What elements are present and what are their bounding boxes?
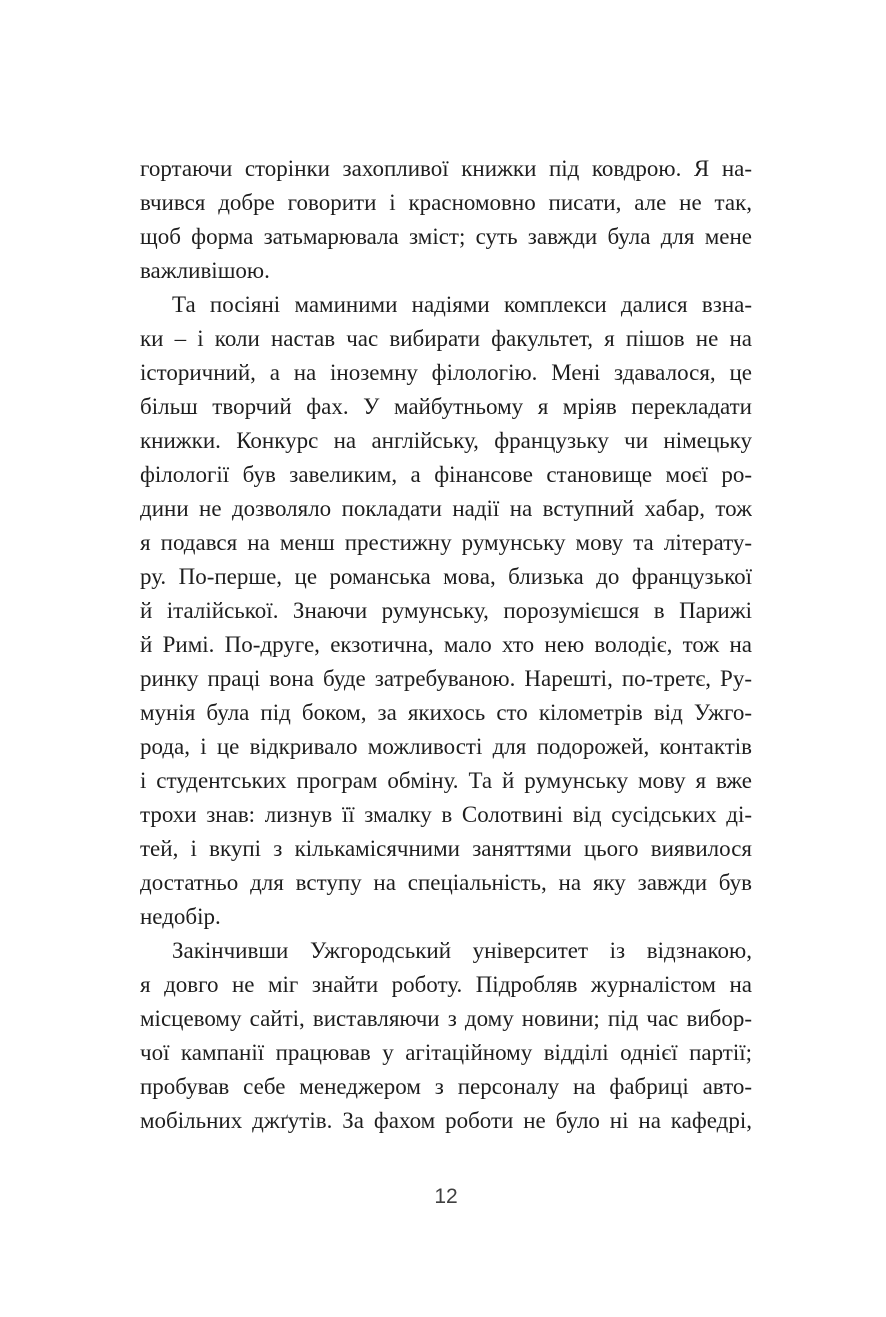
text-line: рода, і це відкривало можливості для подорожей, контактів — [140, 734, 752, 759]
page-text — [140, 152, 752, 1138]
text-line: трохи знав: лизнув її змалку в Солотвині від сусідських ді- — [140, 802, 752, 827]
text-line: важливішою. — [140, 258, 270, 283]
text-line: достатньо для вступу на спеціальність, на яку завжди був — [140, 870, 752, 895]
text-line: дини не дозволяло покладати надії на вступний хабар, тож — [140, 496, 752, 521]
text-line: Закінчивши Ужгородський університет із відзнакою, — [172, 938, 752, 963]
text-line: і студентських програм обміну. Та й румунську мову я вже — [140, 768, 752, 793]
text-line: філології був завеликим, а фінансове становище моєї ро- — [140, 462, 752, 487]
text-line: ру. По-перше, це романська мова, близька до французької — [140, 564, 752, 589]
text-line: мобільних джґутів. За фахом роботи не було ні на кафедрі, — [140, 1108, 752, 1133]
text-line: Та посіяні маминими надіями комплекси далися взна- — [172, 292, 752, 317]
text-line: я подався на менш престижну румунську мову та літерату- — [140, 530, 752, 555]
text-line: мунія була під боком, за якихось сто кілометрів від Ужго- — [140, 700, 752, 725]
page-number: 12 — [434, 1185, 458, 1208]
paragraph — [140, 152, 752, 288]
text-line: гортаючи сторінки захопливої книжки під ковдрою. Я на- — [140, 156, 752, 181]
paragraph — [140, 934, 752, 1138]
text-line: більш творчий фах. У майбутньому я мріяв перекладати — [140, 394, 752, 419]
text-line: я довго не міг знайти роботу. Підробляв журналістом на — [140, 972, 752, 997]
text-line: й італійської. Знаючи румунську, порозумієшся в Парижі — [140, 598, 752, 623]
text-line: щоб форма затьмарювала зміст; суть завжди була для мене — [140, 224, 752, 249]
text-line: й Римі. По-друге, екзотична, мало хто нею володіє, тож на — [140, 632, 752, 657]
text-line: недобір. — [140, 904, 221, 929]
text-line: пробував себе менеджером з персоналу на фабриці авто- — [140, 1074, 752, 1099]
text-line: місцевому сайті, виставляючи з дому новини; під час вибор- — [140, 1006, 752, 1031]
text-line: історичний, а на іноземну філологію. Мені здавалося, це — [140, 360, 752, 385]
text-line: вчився добре говорити і красномовно писати, але не так, — [140, 190, 752, 215]
text-line: чої кампанії працював у агітаційному відділі однієї партії; — [140, 1040, 752, 1065]
text-line: ки – і коли настав час вибирати факультет, я пішов не на — [140, 326, 752, 351]
paragraph — [140, 288, 752, 934]
text-line: ринку праці вона буде затребуваною. Нарешті, по-третє, Ру- — [140, 666, 752, 691]
text-line: тей, і вкупі з кількамісячними заняттями цього виявилося — [140, 836, 752, 861]
text-line: книжки. Конкурс на англійську, французьку чи німецьку — [140, 428, 752, 453]
